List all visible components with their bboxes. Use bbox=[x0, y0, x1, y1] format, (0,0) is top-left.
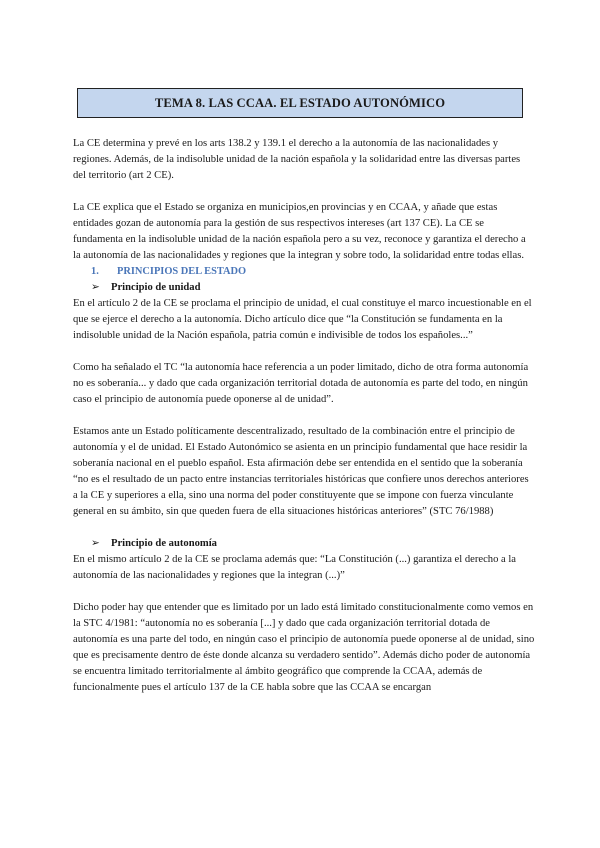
subheading-autonomia-label: Principio de autonomía bbox=[111, 538, 217, 549]
paragraph-tc-autonomia: Como ha señalado el TC “la autonomía hace referencia a un poder limitado, dicho de otra forma autonomía no es soberanía... y dado que cada organización territorial dotada de autonomía es parte del todo, en ningún caso el principio de autonomía puede oponerse al de unidad”. bbox=[73, 362, 529, 405]
section-number: 1. bbox=[91, 266, 99, 277]
paragraph-organization: La CE explica que el Estado se organiza en municipios,en provincias y en CCAA, y añade que estas entidades gozan de autonomía para la gestión de sus respectivos intereses (art 137 CE). La CE se fundamenta en la indisoluble unidad de la nación española pero a su vez, reconoce y garantiza el derecho a la autonomía de las nacionalidades y regiones que la integran y sobre todo, la solidaridad entre todas ellas. bbox=[73, 202, 526, 261]
paragraph-intro: La CE determina y prevé en los arts 138.2 y 139.1 el derecho a la autonomía de las nacionalidades y regiones. Además, de la indisoluble unidad de la nación española y la solidaridad entre las diversas partes del territorio (art 2 CE). bbox=[73, 138, 521, 181]
subheading-unidad bbox=[73, 280, 535, 296]
paragraph-estado-descentralizado: Estamos ante un Estado políticamente descentralizado, resultado de la combinación entre el principio de autonomía y el de unidad. El Estado Autonómico se asienta en un principio fundamental que hace residir la soberanía nacional en el pueblo español. Esta afirmación debe ser entendida en el sentido que la soberanía “no es el resultado de un pacto entre instancias territoriales históricas que confiere unos derechos anteriores a la CE y superiores a ella, sino una norma del poder constituyente que se impone con fuerza vinculante general en su ámbito, sin que queden fuera de ella situaciones históricas anteriores” (STC 76/1988) bbox=[73, 426, 529, 517]
arrow-bullet-icon: ➢ bbox=[91, 282, 100, 293]
paragraph-autonomia-art2: En el mismo artículo 2 de la CE se proclama además que: “La Constitución (...) garantiza el derecho a la autonomía de las nacionalidades y regiones que la integran (...)” bbox=[73, 554, 517, 581]
paragraph-poder-limitado: Dicho poder hay que entender que es limitado por un lado está limitado constitucionalmente como vemos en la STC 4/1981: “autonomía no es soberanía [...] y dado que cada organización territorial dotada de autonomía es una parte del todo, en ningún caso el principio de autonomía puede oponerse al de unidad, sino que es precisamente dentro de éste donde alcanza su verdadero sentido”. Además dicho poder de autonomía se encuentra limitado territorialmente al ámbito geográfico que comprende la CCAA, además de funcionalmente pues el artículo 137 de la CE habla sobre que las CCAA se encargan bbox=[73, 602, 535, 693]
section-heading-principios bbox=[73, 264, 535, 280]
subheading-unidad-label: Principio de unidad bbox=[111, 282, 201, 293]
page-title: TEMA 8. LAS CCAA. EL ESTADO AUTONÓMICO bbox=[154, 95, 446, 110]
subheading-autonomia bbox=[73, 536, 535, 552]
arrow-bullet-icon: ➢ bbox=[91, 538, 100, 549]
document-body bbox=[73, 136, 535, 696]
paragraph-unidad-art2: En el artículo 2 de la CE se proclama el principio de unidad, el cual constituye el marco incuestionable en el que se ejerce el derecho a la autonomía. Dicho artículo dice que “la Constitución se fundamenta en la indisoluble unidad de la Nación española, patria común e indivisible de todos los españoles...” bbox=[73, 298, 532, 341]
section-label: PRINCIPIOS DEL ESTADO bbox=[117, 266, 247, 277]
title-box bbox=[77, 88, 523, 118]
